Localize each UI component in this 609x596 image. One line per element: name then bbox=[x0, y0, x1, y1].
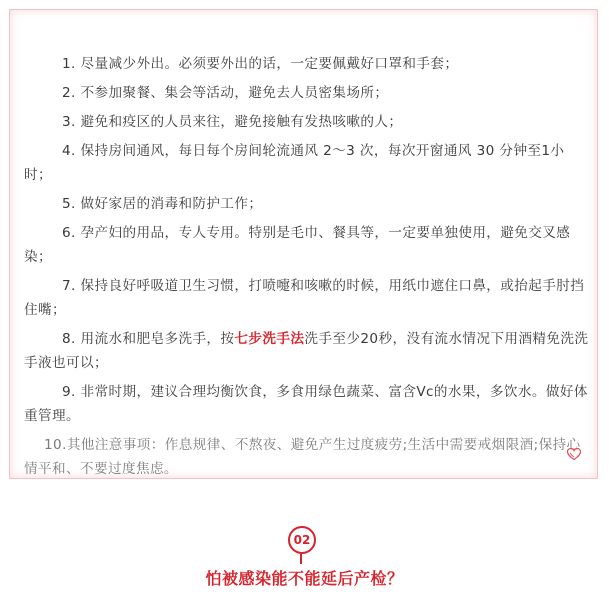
tip-item-8-suffix: 洗手至少20秒，没有流水情况下用酒精免洗洗手液也可以； bbox=[24, 331, 589, 371]
tip-item-5: 5. 做好家居的消毒和防护工作； bbox=[62, 196, 263, 212]
tip-item-9: 9. 非常时期，建议合理均衡饮食，多食用绿色蔬菜、富含Vc的水果，多饮水。做好体重管理。 bbox=[24, 384, 588, 424]
tip-item-7: 7. 保持良好呼吸道卫生习惯，打喷嚏和咳嗽的时候，用纸巾遮住口鼻，或抬起手肘挡住嘴； bbox=[24, 278, 585, 318]
section-heading: 怕被感染能不能延后产检？ bbox=[205, 569, 404, 588]
tips-card bbox=[9, 9, 598, 479]
tip-item-2: 2. 不参加聚餐、集会等活动，避免去人员密集场所； bbox=[62, 85, 389, 101]
heart-icon-svg bbox=[567, 448, 581, 460]
tip-item-8 bbox=[24, 327, 590, 375]
tip-item-8-prefix: 8. 用流水和肥皂多洗手，按 bbox=[62, 331, 235, 347]
heart-icon bbox=[567, 448, 581, 464]
tip-item-6: 6. 孕产妇的用品，专人专用。特别是毛巾、餐具等，一定要单独使用，避免交叉感染； bbox=[24, 225, 571, 265]
section-badge-line bbox=[300, 554, 302, 564]
tip-item-1: 1. 尽量减少外出。必须要外出的话，一定要佩戴好口罩和手套； bbox=[62, 56, 459, 72]
handwash-highlight: 七步洗手法 bbox=[234, 331, 305, 347]
tips-list bbox=[24, 52, 590, 486]
tip-item-3: 3. 避免和疫区的人员来往，避免接触有发热咳嗽的人； bbox=[62, 114, 403, 130]
section-number-badge: 02 bbox=[288, 526, 316, 554]
tip-item-4: 4. 保持房间通风，每日每个房间轮流通风 2～3 次，每次开窗通风 30 分钟至1小时； bbox=[24, 143, 565, 183]
tip-item-10: 10.其他注意事项：作息规律、不熬夜、避免产生过度疲劳;生活中需要戒烟限酒;保持心情平和、不要过度焦虑。 bbox=[24, 437, 581, 477]
